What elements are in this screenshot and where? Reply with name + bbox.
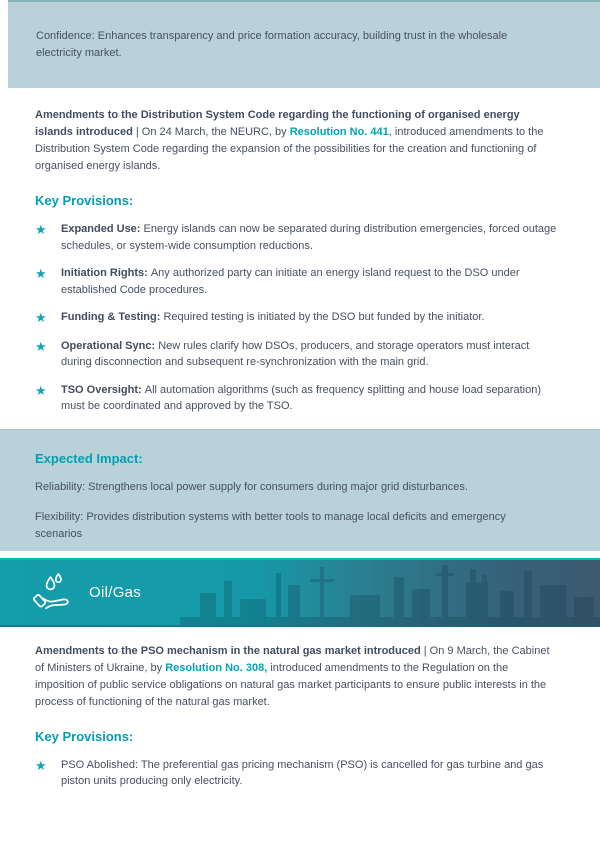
star-bullet-icon: ★ — [35, 222, 47, 237]
list-item — [35, 221, 560, 254]
impact-item-flexibility: Flexibility: Provides distribution systems with better tools to manage local deficits and emergency scenarios — [35, 510, 506, 540]
bullet-body: PSO Abolished: The preferential gas pricing mechanism (PSO) is cancelled for gas turbine and gas piston units producing only electricity. — [61, 758, 544, 787]
bullet-body: All automation algorithms (such as frequency splitting and house load separation) must be coordinated and approved by the TSO. — [61, 383, 541, 412]
confidence-text: Confidence: Enhances transparency and price formation accuracy, building trust in the wholesale electricity market. — [36, 30, 508, 59]
resolution-308-link[interactable]: Resolution No. 308, — [165, 661, 268, 674]
dsc-amendments-title: Amendments to the Distribution System Code regarding the functioning of organised energy islands introduced — [35, 109, 520, 138]
confidence-highlight-band — [8, 0, 600, 88]
bullet-lead: Operational Sync: — [61, 339, 159, 352]
expected-impact-heading: Expected Impact: — [35, 450, 143, 466]
industrial-skyline-silhouette — [180, 560, 600, 625]
star-bullet-icon: ★ — [35, 757, 47, 773]
bullet-lead: Funding & Testing: — [61, 311, 164, 323]
key-provisions-heading-electricity: Key Provisions: — [35, 193, 134, 208]
pso-intro-text-after: introduced amendments to the Regulation on the imposition of public service obligations on natural gas market participants to ensure public interests in the process of functioning of the natural gas market. — [35, 661, 547, 708]
oil-gas-banner-label: Oil/Gas — [89, 583, 142, 601]
pso-amendments-paragraph — [35, 643, 560, 711]
dsc-intro-text-after: , introduced amendments to the Distribution System Code regarding the expansion of the possibilities for the creation and functioning of organised energy islands. — [35, 126, 544, 172]
expected-impact-band — [0, 429, 600, 551]
bullet-lead: TSO Oversight: — [61, 383, 145, 396]
bullet-body: New rules clarify how DSOs, producers, and storage operators must interact during disconnection and subsequent re-synchronization with the main grid. — [61, 339, 530, 368]
star-bullet-icon: ★ — [35, 310, 47, 325]
list-item — [35, 338, 560, 371]
pso-amendments-title: Amendments to the PSO mechanism in the natural gas market introduced — [35, 644, 424, 657]
separator-pipe: | — [132, 126, 142, 138]
star-bullet-icon: ★ — [35, 382, 47, 398]
impact-item-reliability: Reliability: Strengthens local power supply for consumers during major grid disturbances. — [35, 480, 468, 493]
bullet-body: Any authorized party can initiate an energy island request to the DSO under established Code procedures. — [61, 267, 520, 296]
list-item — [35, 757, 560, 790]
oil-gas-section-banner — [0, 558, 600, 627]
list-item — [35, 382, 560, 415]
resolution-441-link[interactable]: Resolution No. 441 — [289, 126, 389, 138]
key-provisions-heading-gas: Key Provisions: — [35, 728, 134, 744]
pso-intro-text: On 9 March, the Cabinet of Ministers of Ukraine, by — [35, 644, 550, 674]
bullet-body: Energy islands can now be separated during distribution emergencies, forced outage schedules, or system-wide consumption reductions. — [61, 223, 557, 252]
separator-pipe: | — [423, 644, 430, 657]
hand-with-oil-drops-icon — [33, 571, 75, 613]
star-bullet-icon: ★ — [35, 266, 47, 281]
list-item — [35, 309, 560, 327]
bullet-body: Required testing is initiated by the DSO but funded by the initiator. — [163, 311, 485, 323]
gas-key-provisions-list — [35, 757, 560, 790]
electricity-key-provisions-list — [35, 221, 560, 415]
dsc-amendments-paragraph — [35, 107, 560, 175]
list-item — [35, 265, 560, 298]
star-bullet-icon: ★ — [35, 338, 47, 354]
dsc-intro-text: On 24 March, the NEURC, by — [141, 126, 290, 138]
bullet-lead: Initiation Rights: — [61, 267, 151, 279]
bullet-lead: Expanded Use: — [61, 223, 144, 235]
